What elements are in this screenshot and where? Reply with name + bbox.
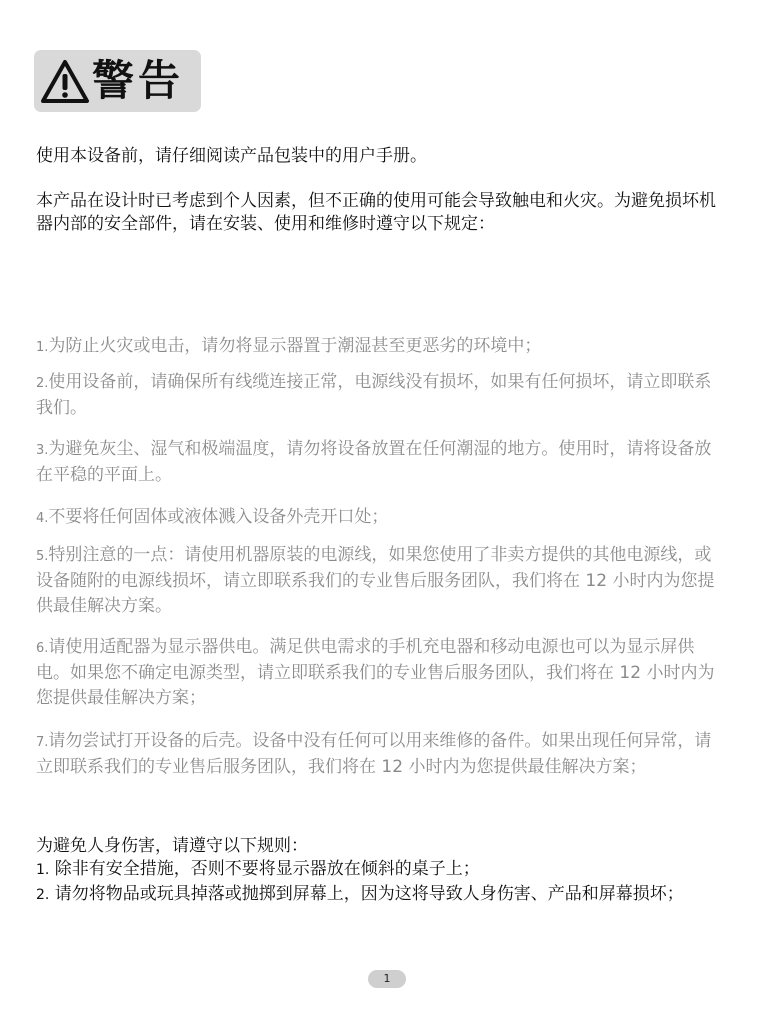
rule-text: 为防止火灾或电击，请勿将显示器置于潮湿甚至更恶劣的环境中；: [48, 336, 542, 356]
rule-text: 使用设备前，请确保所有线缆连接正常，电源线没有损坏，如果有任何损坏，请立即联系我们。: [36, 372, 712, 418]
injury-number: 1.: [36, 862, 50, 878]
rule-item-4: [36, 505, 716, 531]
injury-item-1: [36, 858, 716, 882]
rule-text: 请使用适配器为显示器供电。满足供电需求的手机充电器和移动电源也可以为显示屏供电。如果您不确定电源类型，请立即联系我们的专业售后服务团队，我们将在 12 小时内为您提供最佳解决方案；: [36, 637, 715, 708]
injury-number: 2.: [36, 887, 50, 903]
rule-number: 2.: [36, 376, 49, 391]
warning-title: 警告: [92, 56, 185, 105]
rule-item-2: [36, 370, 716, 421]
intro-paragraph-1: 使用本设备前，请仔细阅读产品包装中的用户手册。: [36, 146, 427, 166]
rule-number: 4.: [36, 511, 49, 526]
intro-paragraph-2: 本产品在设计时已考虑到个人因素，但不正确的使用可能会导致触电和火灾。为避免损坏机器内部的安全部件，请在安装、使用和维修时遵守以下规定：: [36, 191, 716, 234]
injury-text: 请勿将物品或玩具掉落或抛掷到屏幕上，因为这将导致人身伤害、产品和屏幕损坏；: [54, 884, 684, 904]
rule-number: 7.: [36, 735, 49, 750]
rule-text: 为避免灰尘、湿气和极端温度，请勿将设备放置在任何潮湿的地方。使用时，请将设备放在平稳的平面上。: [36, 439, 712, 485]
rule-number: 3.: [36, 443, 49, 458]
rule-item-5: [36, 543, 716, 619]
injury-item-2: [36, 883, 716, 907]
rule-text: 不要将任何固体或液体溅入设备外壳开口处；: [48, 507, 389, 527]
warning-banner: [34, 50, 201, 112]
warning-triangle-icon: [40, 59, 90, 105]
rule-item-7: [36, 729, 716, 780]
rule-item-1: [36, 334, 716, 360]
rule-number: 6.: [36, 641, 49, 656]
rule-item-3: [36, 437, 716, 488]
injury-heading: 为避免人身伤害，请遵守以下规则：: [36, 836, 308, 856]
injury-text: 除非有安全措施，否则不要将显示器放在倾斜的桌子上；: [54, 859, 480, 879]
page-number: 1: [368, 970, 406, 988]
rule-item-6: [36, 635, 716, 711]
rule-text: 请勿尝试打开设备的后壳。设备中没有任何可以用来维修的备件。如果出现任何异常，请立即联系我们的专业售后服务团队，我们将在 12 小时内为您提供最佳解决方案；: [36, 731, 712, 777]
rule-text: 特别注意的一点：请使用机器原装的电源线，如果您使用了非卖方提供的其他电源线，或设备随附的电源线损坏，请立即联系我们的专业售后服务团队，我们将在 12 小时内为您提供最佳解决方案。: [36, 545, 715, 616]
rule-number: 5.: [36, 549, 49, 564]
rule-number: 1.: [36, 340, 49, 355]
